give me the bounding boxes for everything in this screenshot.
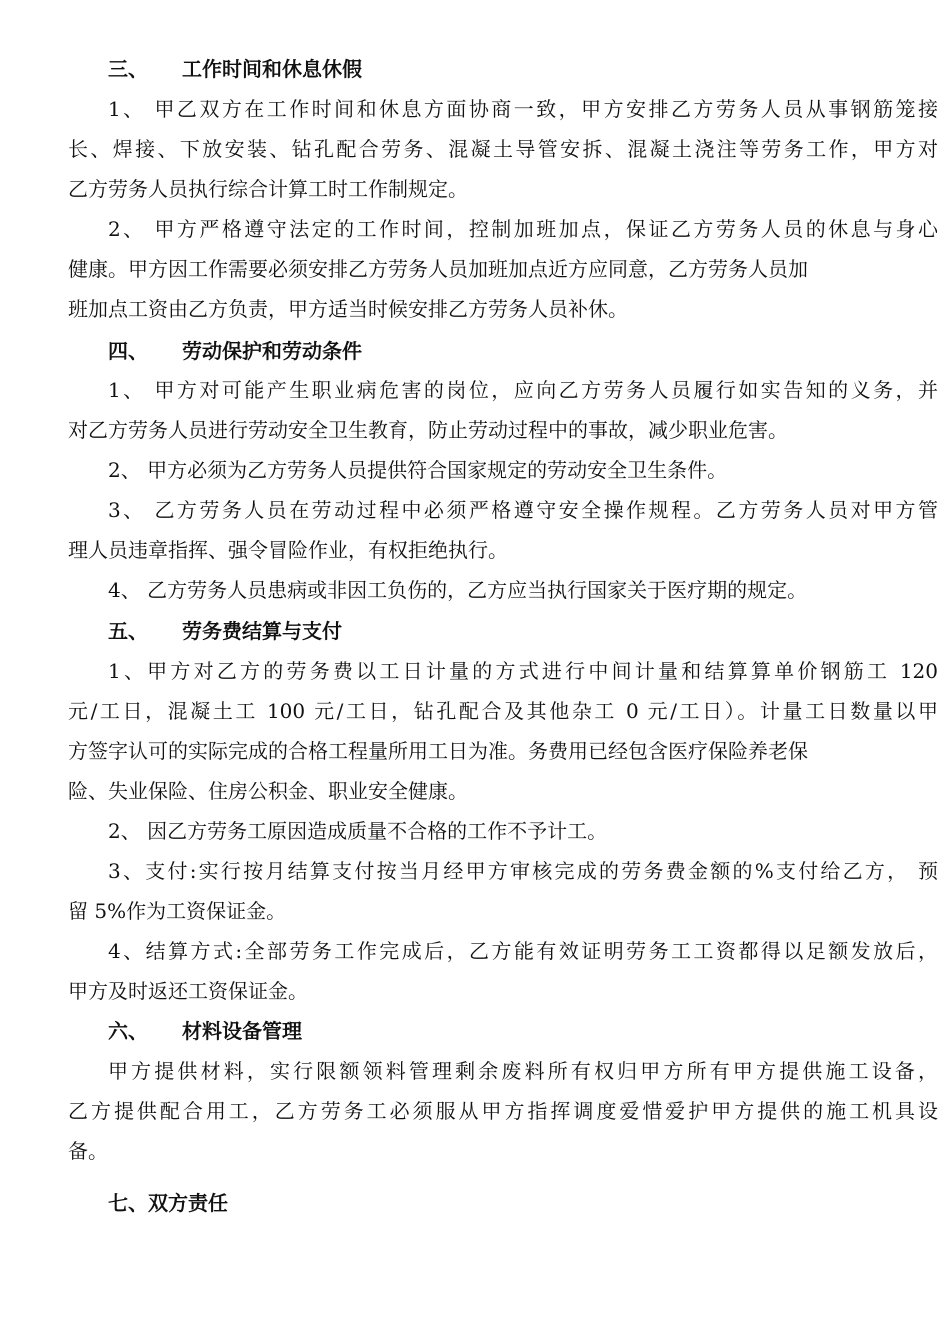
section-4-line-4: 3、 乙方劳务人员在劳动过程中必须严格遵守安全操作规程。乙方劳务人员对甲方管 [108,498,938,522]
section-3-number: 三、 [108,57,148,81]
section-4-number: 四、 [108,339,148,363]
section-3-line-1: 1、 甲乙双方在工作时间和休息方面协商一致，甲方安排乙方劳务人员从事钢筋笼接 [108,97,938,121]
section-5-line-8: 4、结算方式:全部劳务工作完成后，乙方能有效证明劳务工工资都得以足额发放后， [108,939,938,963]
section-5-line-4: 险、失业保险、住房公积金、职业安全健康。 [68,779,468,803]
section-6-line-1: 甲方提供材料，实行限额领料管理剩余废料所有权归甲方所有甲方提供施工设备， [108,1059,938,1083]
section-6-line-2: 乙方提供配合用工，乙方劳务工必须服从甲方指挥调度爱惜爱护甲方提供的施工机具设 [68,1099,938,1123]
section-5-line-7: 留 5%作为工资保证金。 [68,899,287,923]
section-5-line-9: 甲方及时返还工资保证金。 [68,979,308,1003]
section-5-line-6: 3、支付:实行按月结算支付按当月经甲方审核完成的劳务费金额的%支付给乙方， 预 [108,859,938,883]
section-3-line-4: 2、 甲方严格遵守法定的工作时间，控制加班加点，保证乙方劳务人员的休息与身心 [108,217,938,241]
section-5-line-3: 方签字认可的实际完成的合格工程量所用工日为准。务费用已经包含医疗保险养老保 [68,739,808,763]
section-4-line-3: 2、 甲方必须为乙方劳务人员提供符合国家规定的劳动安全卫生条件。 [108,458,728,482]
section-3-line-2: 长、焊接、下放安装、钻孔配合劳务、混凝土导管安拆、混凝土浇注等劳务工作，甲方对 [68,137,938,161]
section-5-title: 劳务费结算与支付 [182,619,342,643]
section-5-number: 五、 [108,619,148,643]
section-4-title: 劳动保护和劳动条件 [182,339,362,363]
section-6-line-3: 备。 [68,1139,108,1163]
section-4-line-6: 4、 乙方劳务人员患病或非因工负伤的，乙方应当执行国家关于医疗期的规定。 [108,578,808,602]
section-6-number: 六、 [108,1019,148,1043]
section-6-title: 材料设备管理 [182,1019,302,1043]
section-5-line-1: 1、甲方对乙方的劳务费以工日计量的方式进行中间计量和结算算单价钢筋工 120 [108,659,938,683]
section-3-title: 工作时间和休息休假 [182,57,362,81]
section-5-line-2: 元/工日，混凝土工 100 元/工日，钻孔配合及其他杂工 0 元/工日）。计量工日数量以甲 [68,699,938,723]
section-3-line-3: 乙方劳务人员执行综合计算工时工作制规定。 [68,177,468,201]
section-4-line-1: 1、 甲方对可能产生职业病危害的岗位，应向乙方劳务人员履行如实告知的义务，并 [108,378,938,402]
section-7-heading: 七、双方责任 [108,1191,228,1215]
section-3-line-5: 健康。甲方因工作需要必须安排乙方劳务人员加班加点近方应同意，乙方劳务人员加 [68,257,808,281]
section-5-line-5: 2、 因乙方劳务工原因造成质量不合格的工作不予计工。 [108,819,608,843]
section-4-line-2: 对乙方劳务人员进行劳动安全卫生教育，防止劳动过程中的事故，减少职业危害。 [68,418,788,442]
section-3-line-6: 班加点工资由乙方负责，甲方适当时候安排乙方劳务人员补休。 [68,297,628,321]
section-4-line-5: 理人员违章指挥、强令冒险作业，有权拒绝执行。 [68,538,508,562]
